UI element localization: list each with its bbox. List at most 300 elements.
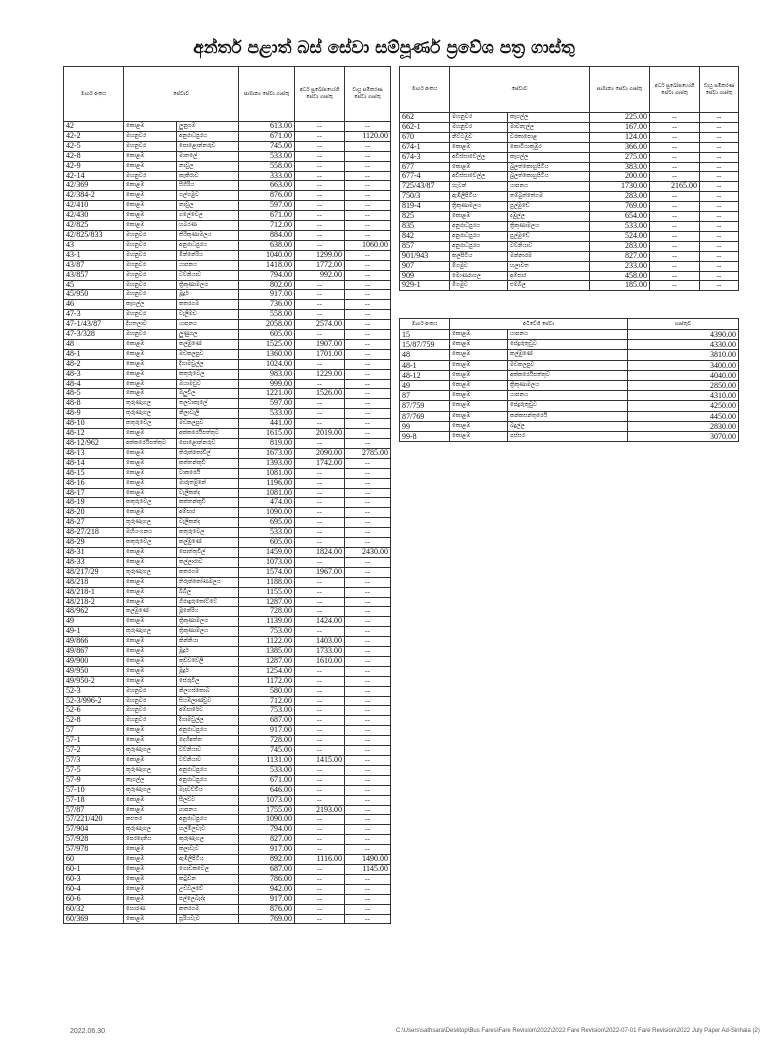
route-cell: 42/825	[64, 221, 124, 231]
destination-cell: මාරුතමුනේ	[177, 478, 239, 488]
ac-fare-cell: --	[345, 904, 391, 914]
route-cell: 57/87	[64, 805, 124, 815]
table-row	[64, 300, 391, 310]
route-cell: 48/218	[64, 577, 124, 587]
fare-cell: 753.00	[239, 627, 295, 637]
fare-cell: 1188.00	[239, 577, 295, 587]
destination-cell: මාතලේ	[177, 151, 239, 161]
semi-fare-cell: --	[295, 359, 345, 369]
fare-cell: 4310.00	[628, 391, 739, 401]
ac-fare-cell: --	[345, 607, 391, 617]
fare-cell: 597.00	[239, 201, 295, 211]
semi-fare-cell: 1424.00	[295, 617, 345, 627]
origin-cell: කොළඹ	[124, 359, 177, 369]
ac-fare-cell: --	[345, 320, 391, 330]
origin-cell: කොළඹ	[450, 370, 508, 380]
table-row	[64, 567, 391, 577]
ac-fare-cell: --	[345, 230, 391, 240]
ac-fare-cell: --	[345, 795, 391, 805]
fare-cell: 827.00	[590, 251, 650, 261]
route-cell: 47-3/328	[64, 330, 124, 340]
ac-fare-cell: --	[700, 271, 739, 281]
origin-cell: කොළඹ	[124, 617, 177, 627]
ac-fare-cell: --	[345, 647, 391, 657]
route-cell: 677	[400, 162, 450, 172]
origin-cell: කොළඹ	[450, 142, 508, 152]
destination-cell: අක්කරෙයිපත්තුව	[177, 429, 239, 439]
ac-fare-cell: --	[345, 676, 391, 686]
destination-cell: වරකාපොළ	[508, 132, 590, 142]
table-row	[64, 855, 391, 865]
origin-cell: කොළඹ	[124, 656, 177, 666]
fare-cell: 533.00	[239, 409, 295, 419]
destination-cell: වව්නියාව	[177, 756, 239, 766]
origin-cell: කොළඹ	[124, 597, 177, 607]
ac-fare-cell: --	[345, 359, 391, 369]
origin-cell: කුරුණෑගල	[124, 518, 177, 528]
table-row	[64, 270, 391, 280]
ac-fare-cell: --	[345, 310, 391, 320]
header-normal-fare: සාමාන්‍ය සේවා ගාස්තු	[590, 67, 650, 113]
table-row	[64, 468, 391, 478]
ac-fare-cell: --	[345, 874, 391, 884]
ac-fare-cell: --	[345, 746, 391, 756]
origin-cell: කොළඹ	[124, 448, 177, 458]
table-row	[64, 914, 391, 924]
table-row	[400, 241, 739, 251]
table-row	[64, 518, 391, 528]
fare-cell: 533.00	[590, 221, 650, 231]
table-row	[400, 350, 739, 360]
destination-cell: ගල්ගමුව	[177, 191, 239, 201]
route-cell: 48-27/218	[64, 528, 124, 538]
semi-fare-cell: 1610.00	[295, 656, 345, 666]
destination-cell: කත්තන්කුඩි	[177, 498, 239, 508]
ac-fare-cell: --	[345, 557, 391, 567]
semi-fare-cell: 992.00	[295, 270, 345, 280]
origin-cell: කොළඹ	[450, 330, 508, 340]
ac-fare-cell: --	[345, 696, 391, 706]
fare-cell: 366.00	[590, 142, 650, 152]
ac-fare-cell: --	[345, 280, 391, 290]
destination-cell: යාපනය	[508, 391, 628, 401]
destination-cell: අනුරාධපුරය	[177, 815, 239, 825]
semi-fare-cell: --	[295, 161, 345, 171]
fare-cell: 2850.00	[628, 381, 739, 391]
table-row	[400, 162, 739, 172]
destination-cell: කත්තන්කුඩි	[177, 458, 239, 468]
table-row	[400, 212, 739, 222]
ac-fare-cell: --	[345, 151, 391, 161]
route-cell: 674-3	[400, 152, 450, 162]
destination-cell: පේදුරුතුඩුව	[508, 401, 628, 411]
ac-fare-cell: --	[345, 577, 391, 587]
fare-cell: 533.00	[239, 151, 295, 161]
table-row	[64, 448, 391, 458]
route-cell: 48-27	[64, 518, 124, 528]
left-fare-rows	[64, 122, 391, 924]
origin-cell: කොළඹ	[124, 736, 177, 746]
fare-cell: 1287.00	[239, 656, 295, 666]
ac-fare-cell: --	[345, 805, 391, 815]
fare-cell: 1155.00	[239, 587, 295, 597]
semi-fare-cell: --	[295, 290, 345, 300]
destination-cell: පේදුරුතුඩුව	[508, 340, 628, 350]
destination-cell: කෑගල්ල	[508, 113, 590, 123]
route-cell: 87/759	[400, 401, 450, 411]
destination-cell: වැලිකන්ද	[177, 518, 239, 528]
ac-fare-cell: 1145.00	[345, 864, 391, 874]
table-row	[64, 746, 391, 756]
table-row	[400, 370, 739, 380]
origin-cell: මහනුවර	[124, 716, 177, 726]
semi-fare-cell: 1907.00	[295, 339, 345, 349]
destination-cell: අම්පාර	[177, 508, 239, 518]
ac-fare-cell: --	[345, 498, 391, 508]
route-cell: 48-12	[400, 370, 450, 380]
table-row	[400, 432, 739, 442]
semi-fare-cell: --	[650, 281, 700, 291]
fare-cell: 786.00	[239, 874, 295, 884]
semi-fare-cell: --	[295, 201, 345, 211]
origin-cell: කොළඹ	[124, 756, 177, 766]
table-row	[64, 339, 391, 349]
header-expressway-fare: ගාස්තුව	[628, 319, 739, 330]
origin-cell: කොළඹ	[124, 468, 177, 478]
route-cell: 57-10	[64, 785, 124, 795]
ac-fare-cell: --	[345, 191, 391, 201]
ac-fare-cell: --	[700, 192, 739, 202]
destination-cell: මඩකලපුව	[508, 360, 628, 370]
origin-cell: මහනුවර	[124, 696, 177, 706]
origin-cell: කොළඹ	[124, 884, 177, 894]
origin-cell: මහනුවර	[124, 260, 177, 270]
table-row	[64, 458, 391, 468]
semi-fare-cell: --	[295, 676, 345, 686]
header-route: මාර්ග අංකය	[64, 67, 124, 122]
ac-fare-cell: --	[345, 122, 391, 132]
route-cell: 48-1	[64, 349, 124, 359]
fare-cell: 200.00	[590, 172, 650, 182]
destination-cell: කතරගම	[177, 567, 239, 577]
destination-cell: දිගාමඩුල්ල	[177, 716, 239, 726]
table-row	[64, 676, 391, 686]
destination-cell: සේරුවිල	[177, 676, 239, 686]
table-row	[64, 696, 391, 706]
table-row	[400, 142, 739, 152]
expressway-fare-rows	[400, 330, 739, 442]
route-cell: 750/3	[400, 192, 450, 202]
route-cell: 57-5	[64, 765, 124, 775]
semi-fare-cell: 1701.00	[295, 349, 345, 359]
route-cell: 42/410	[64, 201, 124, 211]
route-cell: 48-8	[64, 399, 124, 409]
destination-cell: කතුරුවෙල	[177, 528, 239, 538]
table-row	[64, 765, 391, 775]
destination-cell: අනුරාධපුරය	[177, 726, 239, 736]
semi-fare-cell: --	[295, 726, 345, 736]
header-semi-luxury-fare: අර්ධ සුඛෝපභෝගී සේවා ගාස්තු	[295, 67, 345, 122]
route-cell: 15/87/759	[400, 340, 450, 350]
table-row	[64, 775, 391, 785]
fare-cell: 892.00	[239, 855, 295, 865]
table-row	[64, 260, 391, 270]
header-semi-luxury-fare: අර්ධ සුඛෝපභෝගී සේවා ගාස්තු	[650, 67, 700, 113]
table-row	[64, 359, 391, 369]
fare-cell: 1196.00	[239, 478, 295, 488]
origin-cell: මහනුවර	[124, 240, 177, 250]
route-cell: 842	[400, 231, 450, 241]
destination-cell: යාපනය	[177, 805, 239, 815]
origin-cell: කොළඹ	[450, 162, 508, 172]
fare-cell: 917.00	[239, 290, 295, 300]
destination-cell: අනුරාධපුරය	[177, 240, 239, 250]
semi-fare-cell: 2019.00	[295, 429, 345, 439]
fare-cell: 4250.00	[628, 401, 739, 411]
destination-cell: කල්මුණේ	[177, 339, 239, 349]
fare-cell: 1254.00	[239, 666, 295, 676]
origin-cell: කොළඹ	[450, 401, 508, 411]
destination-cell: අම්පාර	[508, 271, 590, 281]
fare-cell: 1090.00	[239, 508, 295, 518]
ac-fare-cell: --	[700, 132, 739, 142]
fare-cell: 983.00	[239, 369, 295, 379]
fare-cell: 794.00	[239, 825, 295, 835]
table-row	[400, 231, 739, 241]
semi-fare-cell: --	[295, 230, 345, 240]
origin-cell: කතුරුවෙල	[124, 498, 177, 508]
table-row	[64, 409, 391, 419]
fare-cell: 441.00	[239, 419, 295, 429]
table-row	[64, 488, 391, 498]
origin-cell: මහනුවර	[124, 686, 177, 696]
fare-cell: 917.00	[239, 845, 295, 855]
origin-cell: අනුරාධපුරය	[450, 221, 508, 231]
destination-cell: පස්සර	[508, 432, 628, 442]
fare-cell: 1385.00	[239, 647, 295, 657]
route-cell: 42-8	[64, 151, 124, 161]
table-row	[64, 864, 391, 874]
destination-cell: පොළොන්නරුව	[177, 141, 239, 151]
table-row	[64, 577, 391, 587]
semi-fare-cell: --	[295, 151, 345, 161]
origin-cell: මහියංගනය	[124, 528, 177, 538]
semi-fare-cell: --	[295, 330, 345, 340]
route-cell: 60/369	[64, 914, 124, 924]
fare-cell: 3400.00	[628, 360, 739, 370]
ac-fare-cell: --	[345, 478, 391, 488]
fare-cell: 597.00	[239, 399, 295, 409]
destination-cell: ඔයාමඩුව	[177, 379, 239, 389]
ac-fare-cell: --	[345, 171, 391, 181]
origin-cell: කොළඹ	[124, 349, 177, 359]
table-row	[64, 141, 391, 151]
footer-date: 2022.06.30	[70, 1028, 106, 1035]
route-cell: 57/978	[64, 845, 124, 855]
fare-cell: 605.00	[239, 330, 295, 340]
route-cell: 674-1	[400, 142, 450, 152]
origin-cell: ත්‍රිකුණාමලය	[450, 202, 508, 212]
fare-cell: 524.00	[590, 231, 650, 241]
route-cell: 45	[64, 280, 124, 290]
route-cell: 43-1	[64, 250, 124, 260]
right-fare-rows	[400, 113, 739, 291]
semi-fare-cell: --	[295, 131, 345, 141]
semi-fare-cell: --	[295, 141, 345, 151]
table-row	[400, 330, 739, 340]
destination-cell: ගලේවෙල	[177, 211, 239, 221]
route-cell: 46	[64, 300, 124, 310]
semi-fare-cell: --	[295, 746, 345, 756]
semi-fare-cell: --	[650, 202, 700, 212]
destination-cell: බුලත්කොහුපිටිය	[508, 162, 590, 172]
origin-cell: කොළඹ	[124, 845, 177, 855]
table-row	[64, 627, 391, 637]
fare-cell: 185.00	[590, 281, 650, 291]
route-cell: 825	[400, 212, 450, 222]
table-row	[64, 894, 391, 904]
origin-cell: කොළඹ	[124, 369, 177, 379]
semi-fare-cell: --	[295, 765, 345, 775]
route-cell: 60-6	[64, 894, 124, 904]
fare-cell: 712.00	[239, 221, 295, 231]
route-cell: 47-1/43/87	[64, 320, 124, 330]
ac-fare-cell: --	[345, 250, 391, 260]
table-row	[64, 320, 391, 330]
ac-fare-cell: --	[345, 458, 391, 468]
route-cell: 42/430	[64, 211, 124, 221]
table-row	[64, 280, 391, 290]
semi-fare-cell: --	[295, 122, 345, 132]
semi-fare-cell: 1403.00	[295, 637, 345, 647]
semi-fare-cell: --	[295, 310, 345, 320]
destination-cell: උඩවලවේ	[177, 884, 239, 894]
ac-fare-cell: --	[345, 686, 391, 696]
destination-cell: වැලිකන්ද	[177, 488, 239, 498]
fare-cell: 275.00	[590, 152, 650, 162]
ac-fare-cell: --	[345, 627, 391, 637]
destination-cell: ත්‍රිකුණාමලය	[177, 617, 239, 627]
semi-fare-cell: --	[295, 884, 345, 894]
ac-fare-cell: --	[345, 637, 391, 647]
origin-cell: නිට්ටඹුව	[450, 132, 508, 142]
fare-cell: 4450.00	[628, 411, 739, 421]
fare-cell: 1024.00	[239, 359, 295, 369]
semi-fare-cell: --	[295, 686, 345, 696]
route-cell: 907	[400, 261, 450, 271]
table-row	[64, 310, 391, 320]
route-cell: 725/43/87	[400, 182, 450, 192]
table-row	[64, 726, 391, 736]
semi-fare-cell: --	[295, 597, 345, 607]
fare-cell: 4390.00	[628, 330, 739, 340]
destination-cell: බුලත්කොහුපිටිය	[508, 172, 590, 182]
destination-cell: බිබිල	[177, 587, 239, 597]
route-cell: 42-14	[64, 171, 124, 181]
destination-cell: කින්නියා	[177, 637, 239, 647]
table-row	[64, 151, 391, 161]
origin-cell: අනුරාධපුරය	[450, 231, 508, 241]
fare-cell: 942.00	[239, 884, 295, 894]
semi-fare-cell: --	[295, 419, 345, 429]
origin-cell: කුරුණෑගල	[124, 785, 177, 795]
origin-cell: කළුතර	[124, 815, 177, 825]
route-cell: 43/87	[64, 260, 124, 270]
table-row	[64, 547, 391, 557]
origin-cell: කොළඹ	[124, 557, 177, 567]
fare-cell: 671.00	[239, 775, 295, 785]
fare-cell: 663.00	[239, 181, 295, 191]
route-cell: 48-33	[64, 557, 124, 567]
ac-fare-cell: 1060.00	[345, 240, 391, 250]
route-cell: 42/369	[64, 181, 124, 191]
ac-fare-cell: --	[345, 835, 391, 845]
header-service: සේවාව	[124, 67, 239, 122]
table-row	[64, 716, 391, 726]
origin-cell: කොළඹ	[124, 676, 177, 686]
table-row	[64, 884, 391, 894]
fare-cell: 1360.00	[239, 349, 295, 359]
origin-cell: කුරුණෑගල	[124, 746, 177, 756]
ac-fare-cell: --	[345, 815, 391, 825]
table-row	[64, 171, 391, 181]
ac-fare-cell: --	[700, 202, 739, 212]
origin-cell: කොළඹ	[124, 805, 177, 815]
header-expressway-service: අධිවේගී සේවා	[450, 319, 628, 330]
fare-cell: 1172.00	[239, 676, 295, 686]
ac-fare-cell: --	[345, 765, 391, 775]
table-row	[64, 131, 391, 141]
route-cell: 48-16	[64, 478, 124, 488]
route-cell: 49	[400, 381, 450, 391]
ac-fare-cell: --	[345, 508, 391, 518]
destination-cell: යාපනය	[508, 182, 590, 192]
origin-cell: කොළඹ	[124, 201, 177, 211]
semi-fare-cell: --	[295, 914, 345, 924]
fare-cell: 687.00	[239, 716, 295, 726]
route-cell: 60-3	[64, 874, 124, 884]
ac-fare-cell: --	[345, 409, 391, 419]
destination-cell: කතරගම	[177, 300, 239, 310]
destination-cell: කල්ලාරාව	[177, 557, 239, 567]
table-row	[64, 557, 391, 567]
fare-cell: 1459.00	[239, 547, 295, 557]
route-cell: 49/866	[64, 637, 124, 647]
table-row	[64, 201, 391, 211]
fare-cell: 1090.00	[239, 815, 295, 825]
table-row	[400, 122, 739, 132]
fare-cell: 1574.00	[239, 567, 295, 577]
semi-fare-cell: --	[295, 736, 345, 746]
ac-fare-cell: --	[345, 221, 391, 231]
ac-fare-cell: --	[345, 349, 391, 359]
table-row	[400, 271, 739, 281]
footer-file-path: C:\Users\sathsara\Desktop\Bus Fares\Fare Revision\2022\2022 Fare Revision\2022-07-01 Fare Revision\2022 July Paper Ad-Sinhala (2)	[396, 1028, 760, 1034]
fare-cell: 2830.00	[628, 421, 739, 431]
origin-cell: මහනුවර	[124, 250, 177, 260]
destination-cell: ලුණුගල	[177, 330, 239, 340]
fare-cell: 728.00	[239, 607, 295, 617]
destination-cell: මූදූර්	[177, 647, 239, 657]
table-row	[64, 161, 391, 171]
origin-cell: කොළඹ	[450, 360, 508, 370]
origin-cell: මහනුවර	[124, 230, 177, 240]
route-cell: 42-5	[64, 141, 124, 151]
destination-cell: කෑගල්ල	[508, 152, 590, 162]
ac-fare-cell: --	[700, 113, 739, 123]
fare-cell: 1287.00	[239, 597, 295, 607]
origin-cell: කොළඹ	[124, 191, 177, 201]
